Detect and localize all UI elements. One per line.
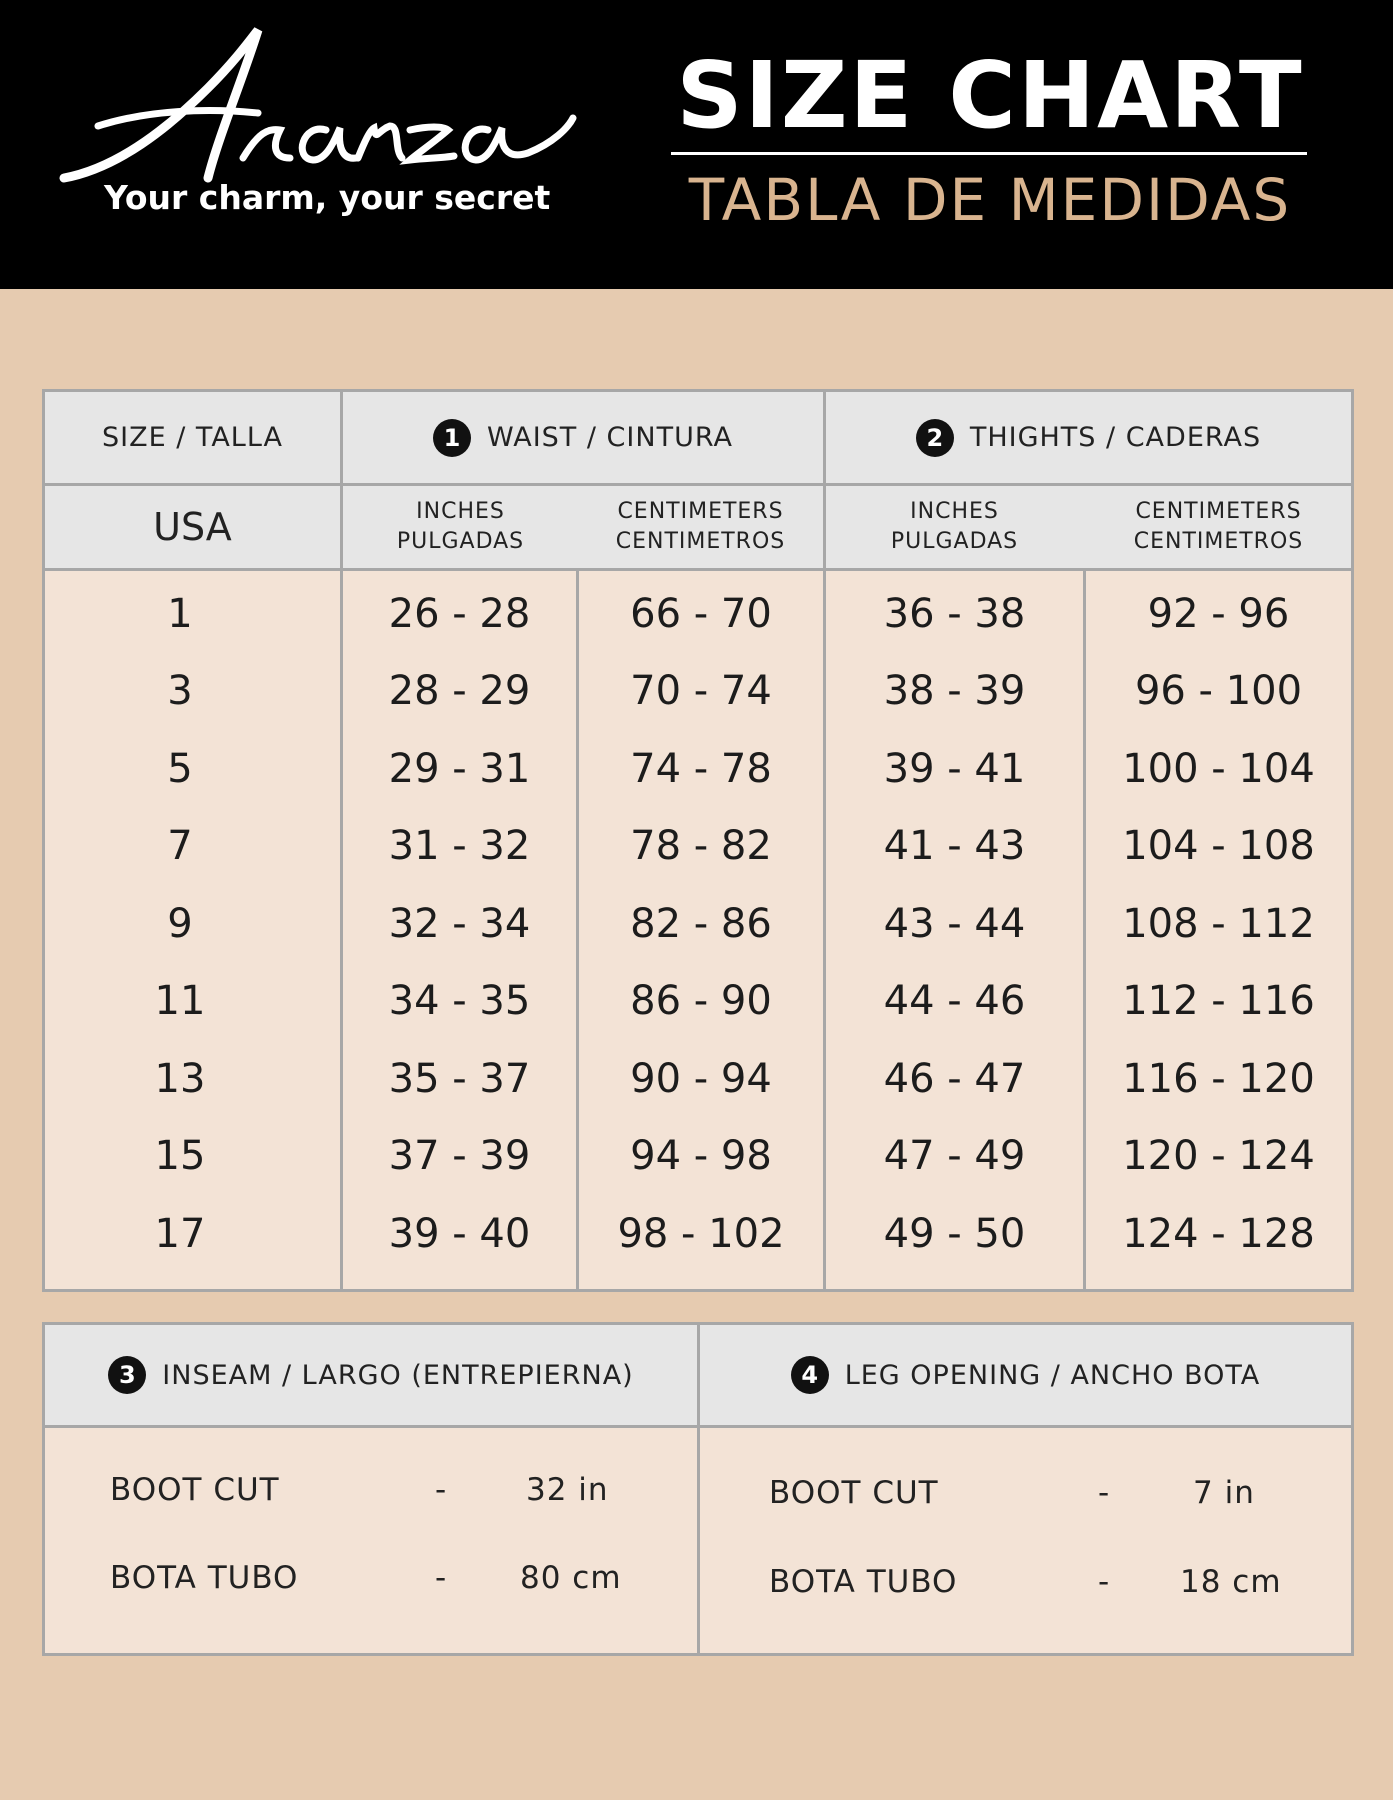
thigh-inches-value: 39 - 41 [883, 745, 1026, 792]
table-row [45, 1040, 1351, 1117]
waist-inches-value: 34 - 35 [388, 978, 531, 1024]
thighs-inches-label: INCHES PULGADAS [890, 499, 1019, 554]
waist-in-cell [343, 575, 576, 652]
size-header-cell [45, 392, 340, 483]
waist-inches-value: 37 - 39 [388, 1133, 531, 1179]
page-subtitle: TABLA DE MEDIDAS [688, 166, 1292, 234]
thigh-cm-cell [1086, 1118, 1351, 1195]
waist-cm-cell [579, 575, 823, 652]
thigh-in-cell [826, 885, 1083, 962]
thigh-cm-cell [1086, 808, 1351, 885]
waist-cm-cell [579, 1118, 823, 1195]
size-value: 1 [167, 590, 193, 637]
size-value: 3 [167, 668, 193, 714]
grid-line [45, 483, 1351, 486]
number-badge-3: 3 [108, 1356, 146, 1394]
thigh-in-cell [826, 730, 1083, 807]
size-value: 7 [167, 823, 193, 869]
thigh-cm-value: 104 - 108 [1122, 823, 1315, 869]
brand-tagline: Your charm, your secret [104, 178, 551, 217]
size-table [42, 389, 1354, 1292]
waist-inches-label: INCHES PULGADAS [396, 499, 525, 554]
thigh-cm-value: 120 - 124 [1122, 1133, 1315, 1179]
thigh-cm-value: 100 - 104 [1122, 745, 1315, 792]
inseam-row-1-value: 32 in [526, 1472, 609, 1508]
thigh-cm-cell [1086, 575, 1351, 652]
waist-header-label: WAIST / CINTURA [487, 422, 733, 453]
size-cell [45, 1118, 315, 1195]
waist-inches-value: 31 - 32 [388, 823, 531, 869]
header-banner [0, 0, 1393, 289]
thigh-in-cell [826, 1195, 1083, 1272]
waist-inches-value: 29 - 31 [388, 745, 531, 792]
table-row [45, 653, 1351, 730]
size-cell [45, 1195, 315, 1272]
usa-header-cell [45, 486, 340, 568]
inseam-header-cell [45, 1325, 697, 1425]
legopening-row-1-dash: - [1098, 1475, 1111, 1511]
inseam-row-1-name: BOOT CUT [110, 1472, 280, 1508]
waist-cm-value: 86 - 90 [630, 978, 772, 1024]
thighs-header-label: THIGHTS / CADERAS [969, 422, 1262, 453]
waist-cm-value: 94 - 98 [630, 1133, 772, 1179]
waist-in-cell [343, 808, 576, 885]
inseam-row-2-dash: - [435, 1560, 448, 1596]
thigh-cm-value: 92 - 96 [1147, 590, 1290, 637]
legopening-row-1-value: 7 in [1193, 1475, 1255, 1511]
thigh-in-cell [826, 1118, 1083, 1195]
thigh-inches-value: 49 - 50 [883, 1210, 1026, 1257]
size-cell [45, 808, 315, 885]
waist-cm-value: 66 - 70 [630, 590, 772, 637]
waist-inches-value: 28 - 29 [388, 668, 531, 714]
waist-cm-value: 70 - 74 [630, 668, 772, 714]
thigh-in-cell [826, 653, 1083, 730]
waist-in-cell [343, 730, 576, 807]
waist-cm-cell [579, 1195, 823, 1272]
thighs-cm-label: CENTIMETERS CENTIMETROS [1133, 499, 1304, 554]
waist-subheader-cell [343, 486, 823, 568]
waist-inches-value: 26 - 28 [388, 590, 531, 637]
thigh-cm-value: 124 - 128 [1122, 1210, 1315, 1257]
thigh-cm-cell [1086, 885, 1351, 962]
number-badge-4: 4 [791, 1356, 829, 1394]
thigh-inches-value: 46 - 47 [883, 1055, 1026, 1102]
size-header-label: SIZE / TALLA [102, 422, 283, 453]
waist-cm-value: 98 - 102 [617, 1210, 785, 1257]
legopening-header-label: LEG OPENING / ANCHO BOTA [844, 1359, 1261, 1391]
thigh-cm-cell [1086, 730, 1351, 807]
waist-in-cell [343, 1195, 576, 1272]
inseam-row-2-name: BOTA TUBO [110, 1560, 299, 1596]
table-row [45, 575, 1351, 652]
thigh-in-cell [826, 1040, 1083, 1117]
size-rows [45, 571, 1351, 1289]
usa-label: USA [153, 505, 232, 549]
thigh-inches-value: 38 - 39 [883, 668, 1026, 714]
thigh-cm-cell [1086, 1195, 1351, 1272]
thighs-header-cell [826, 392, 1351, 483]
thigh-cm-cell [1086, 1040, 1351, 1117]
size-value: 5 [167, 745, 193, 792]
waist-cm-value: 90 - 94 [630, 1055, 772, 1102]
size-value: 15 [154, 1133, 206, 1179]
thigh-cm-value: 108 - 112 [1122, 900, 1315, 947]
legopening-row-1-name: BOOT CUT [769, 1475, 939, 1511]
waist-inches-value: 39 - 40 [388, 1210, 531, 1257]
legopening-row-2-dash: - [1098, 1564, 1111, 1600]
table-row [45, 730, 1351, 807]
waist-cm-label: CENTIMETERS CENTIMETROS [615, 499, 786, 554]
page-title: SIZE CHART [676, 42, 1304, 149]
thigh-in-cell [826, 963, 1083, 1040]
table-row [45, 808, 1351, 885]
table-row [45, 1195, 1351, 1272]
inseam-header-label: INSEAM / LARGO (ENTREPIERNA) [162, 1359, 634, 1391]
thigh-inches-value: 47 - 49 [883, 1133, 1026, 1179]
size-value: 11 [154, 978, 206, 1024]
waist-cm-value: 82 - 86 [630, 900, 772, 947]
thigh-inches-value: 43 - 44 [883, 900, 1026, 947]
size-cell [45, 575, 315, 652]
waist-inches-value: 32 - 34 [388, 900, 531, 947]
waist-inches-value: 35 - 37 [388, 1055, 531, 1102]
size-cell [45, 963, 315, 1040]
inseam-row-1-dash: - [435, 1472, 448, 1508]
size-cell [45, 730, 315, 807]
thigh-cm-value: 96 - 100 [1134, 668, 1303, 714]
legopening-row-2-name: BOTA TUBO [769, 1564, 958, 1600]
size-cell [45, 885, 315, 962]
thigh-inches-value: 36 - 38 [883, 590, 1026, 637]
table-row [45, 885, 1351, 962]
table-row [45, 963, 1351, 1040]
waist-in-cell [343, 1040, 576, 1117]
waist-cm-cell [579, 963, 823, 1040]
table-row [45, 1118, 1351, 1195]
thigh-cm-value: 116 - 120 [1122, 1055, 1315, 1102]
waist-cm-cell [579, 730, 823, 807]
size-value: 17 [154, 1210, 206, 1257]
size-cell [45, 653, 315, 730]
size-value: 9 [167, 900, 193, 947]
waist-cm-cell [579, 885, 823, 962]
legopening-header-cell [700, 1325, 1351, 1425]
waist-header-cell [343, 392, 823, 483]
number-badge-2: 2 [916, 419, 954, 457]
waist-cm-cell [579, 808, 823, 885]
inseam-legopening-table [42, 1322, 1354, 1656]
thigh-in-cell [826, 808, 1083, 885]
size-cell [45, 1040, 315, 1117]
waist-cm-cell [579, 1040, 823, 1117]
thigh-inches-value: 44 - 46 [883, 978, 1026, 1024]
waist-in-cell [343, 653, 576, 730]
waist-in-cell [343, 885, 576, 962]
size-value: 13 [154, 1055, 206, 1102]
thigh-in-cell [826, 575, 1083, 652]
title-divider [671, 152, 1307, 155]
waist-in-cell [343, 963, 576, 1040]
waist-cm-cell [579, 653, 823, 730]
inseam-row-2-value: 80 cm [520, 1560, 622, 1596]
waist-in-cell [343, 1118, 576, 1195]
thigh-cm-cell [1086, 963, 1351, 1040]
brand-logo [58, 18, 578, 198]
thighs-subheader-cell [826, 486, 1351, 568]
legopening-row-2-value: 18 cm [1180, 1564, 1282, 1600]
thigh-cm-cell [1086, 653, 1351, 730]
waist-cm-value: 78 - 82 [630, 823, 772, 869]
grid-line [697, 1325, 700, 1653]
thigh-cm-value: 112 - 116 [1122, 978, 1315, 1024]
waist-cm-value: 74 - 78 [630, 745, 772, 792]
thigh-inches-value: 41 - 43 [883, 823, 1026, 869]
number-badge-1: 1 [433, 419, 471, 457]
